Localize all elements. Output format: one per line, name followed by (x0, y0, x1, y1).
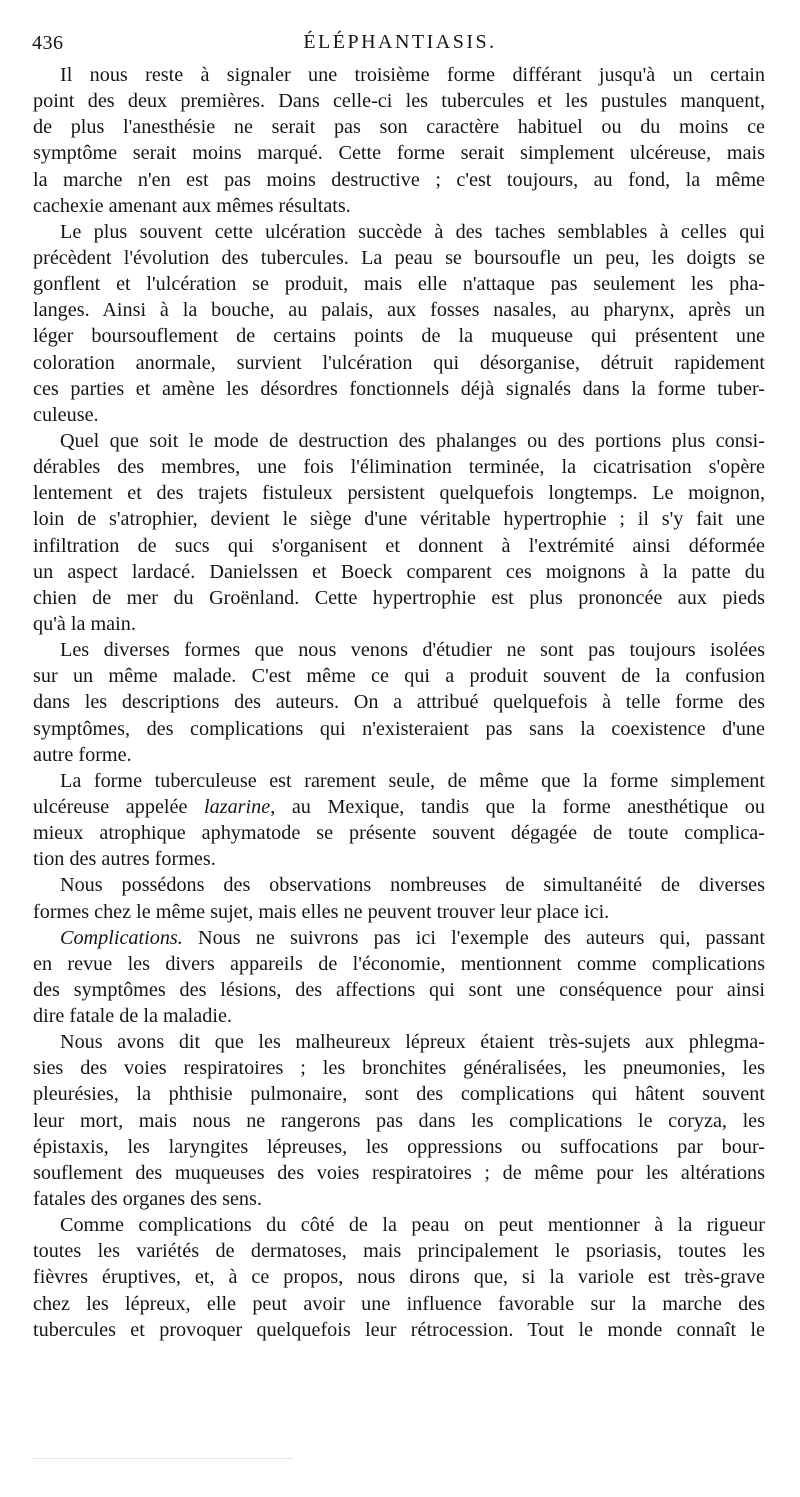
text-line: dans les descriptions des auteurs. On a attribué quelquefois à telle forme des (33, 691, 765, 714)
text-line: précèdent l'évolution des tubercules. La peau se boursoufle un peu, les doigts se (33, 246, 765, 269)
text-line: fièvres éruptives, et, à ce propos, nous dirons que, si la variole est très-grave (33, 1266, 765, 1289)
page-number: 436 (32, 32, 64, 54)
text-line: Quel que soit le mode de destruction des phalanges ou des portions plus consi- (60, 429, 765, 452)
text-line: de plus l'anesthésie ne serait pas son caractère habituel ou du moins ce (33, 116, 765, 139)
text-line: Nous possédons des observations nombreuses de simultanéité de diverses (60, 874, 765, 897)
text-line: tubercules et provoquer quelquefois leur rétrocession. Tout le monde connaît le (33, 1318, 765, 1341)
text-line: Le plus souvent cette ulcération succède à des taches semblables à celles qui (60, 220, 765, 243)
text-line: symptômes, des complications qui n'existeraient pas sans la coexistence d'une (33, 717, 765, 740)
page-header (32, 28, 768, 58)
text-line: Les diverses formes que nous venons d'étudier ne sont pas toujours isolées (60, 639, 765, 662)
text-line: qu'à la main. (33, 612, 136, 635)
italic-term: Complications. (60, 926, 183, 949)
text-line: des symptômes des lésions, des affections qui sont une conséquence pour ainsi (33, 978, 765, 1001)
text-line: Comme complications du côté de la peau on peut mentionner à la rigueur (60, 1214, 765, 1237)
running-title: ÉLÉPHANTIASIS. (303, 31, 497, 53)
text-line: coloration anormale, survient l'ulcération qui désorganise, détruit rapidement (33, 351, 765, 374)
text-line: langes. Ainsi à la bouche, au palais, aux fosses nasales, au pharynx, après un (33, 299, 765, 322)
text-line: souflement des muqueuses des voies respiratoires ; de même pour les altérations (33, 1161, 765, 1184)
text-line: formes chez le même sujet, mais elles ne peuvent trouver leur place ici. (33, 900, 610, 923)
text-line: sur un même malade. C'est même ce qui a produit souvent de la confusion (33, 665, 765, 688)
text-line: Nous avons dit que les malheureux lépreux étaient très-sujets aux phlegma- (60, 1031, 765, 1054)
text-line: symptôme serait moins marqué. Cette forme serait simplement ulcéreuse, mais (33, 142, 765, 165)
text-line: gonflent et l'ulcération se produit, mais elle n'attaque pas seulement les pha- (33, 273, 765, 296)
text-line: cachexie amenant aux mêmes résultats. (33, 194, 351, 217)
text-line: ulcéreuse appelée lazarine, au Mexique, tandis que la forme anesthétique ou (33, 795, 765, 818)
text-line: léger boursouflement de certains points de la muqueuse qui présentent une (33, 325, 765, 348)
text-line: ces parties et amène les désordres fonctionnels déjà signalés dans la forme tuber- (33, 377, 765, 400)
body-text (33, 62, 765, 1343)
text-line: en revue les divers appareils de l'économie, mentionnent comme complications (33, 952, 765, 975)
print-artifact (33, 1458, 293, 1461)
text-line: sies des voies respiratoires ; les bronchites généralisées, les pneumonies, les (33, 1057, 765, 1080)
text-line: autre forme. (33, 743, 132, 766)
text-line: épistaxis, les laryngites lépreuses, les oppressions ou suffocations par bour- (33, 1135, 765, 1158)
text-line: fatales des organes des sens. (33, 1188, 262, 1211)
text-line: leur mort, mais nous ne rangerons pas dans les complications le coryza, les (33, 1109, 765, 1132)
text-line: Complications. Nous ne suivrons pas ici l'exemple des auteurs qui, passant (60, 926, 765, 949)
text-line: toutes les variétés de dermatoses, mais principalement le psoriasis, toutes les (33, 1240, 765, 1263)
text-line: dire fatale de la maladie. (33, 1005, 232, 1028)
text-line: lentement et des trajets fistuleux persistent quelquefois longtemps. Le moignon, (33, 482, 765, 505)
text-line: un aspect lardacé. Danielssen et Boeck comparent ces moignons à la patte du (33, 560, 765, 583)
text-line: pleurésies, la phthisie pulmonaire, sont des complications qui hâtent souvent (33, 1083, 765, 1106)
text-line: dérables des membres, une fois l'élimination terminée, la cicatrisation s'opère (33, 456, 765, 479)
text-line: tion des autres formes. (33, 848, 216, 871)
text-line: culeuse. (33, 403, 99, 426)
italic-term: lazarine (204, 795, 271, 818)
text-line: infiltration de sucs qui s'organisent et donnent à l'extrémité ainsi déformée (33, 534, 765, 557)
text-line: point des deux premières. Dans celle-ci les tubercules et les pustules manquent, (33, 90, 765, 113)
text-line: mieux atrophique aphymatode se présente souvent dégagée de toute complica- (33, 822, 765, 845)
text-line: chien de mer du Groënland. Cette hypertrophie est plus prononcée aux pieds (33, 586, 765, 609)
text-line: Il nous reste à signaler une troisième forme différant jusqu'à un certain (60, 64, 765, 86)
text-line: loin de s'atrophier, devient le siège d'une véritable hypertrophie ; il s'y fait une (33, 508, 765, 531)
text-line: La forme tuberculeuse est rarement seule, de même que la forme simplement (60, 769, 765, 792)
text-line: la marche n'en est pas moins destructive ; c'est toujours, au fond, la même (33, 168, 765, 191)
text-line: chez les lépreux, elle peut avoir une influence favorable sur la marche des (33, 1292, 765, 1315)
